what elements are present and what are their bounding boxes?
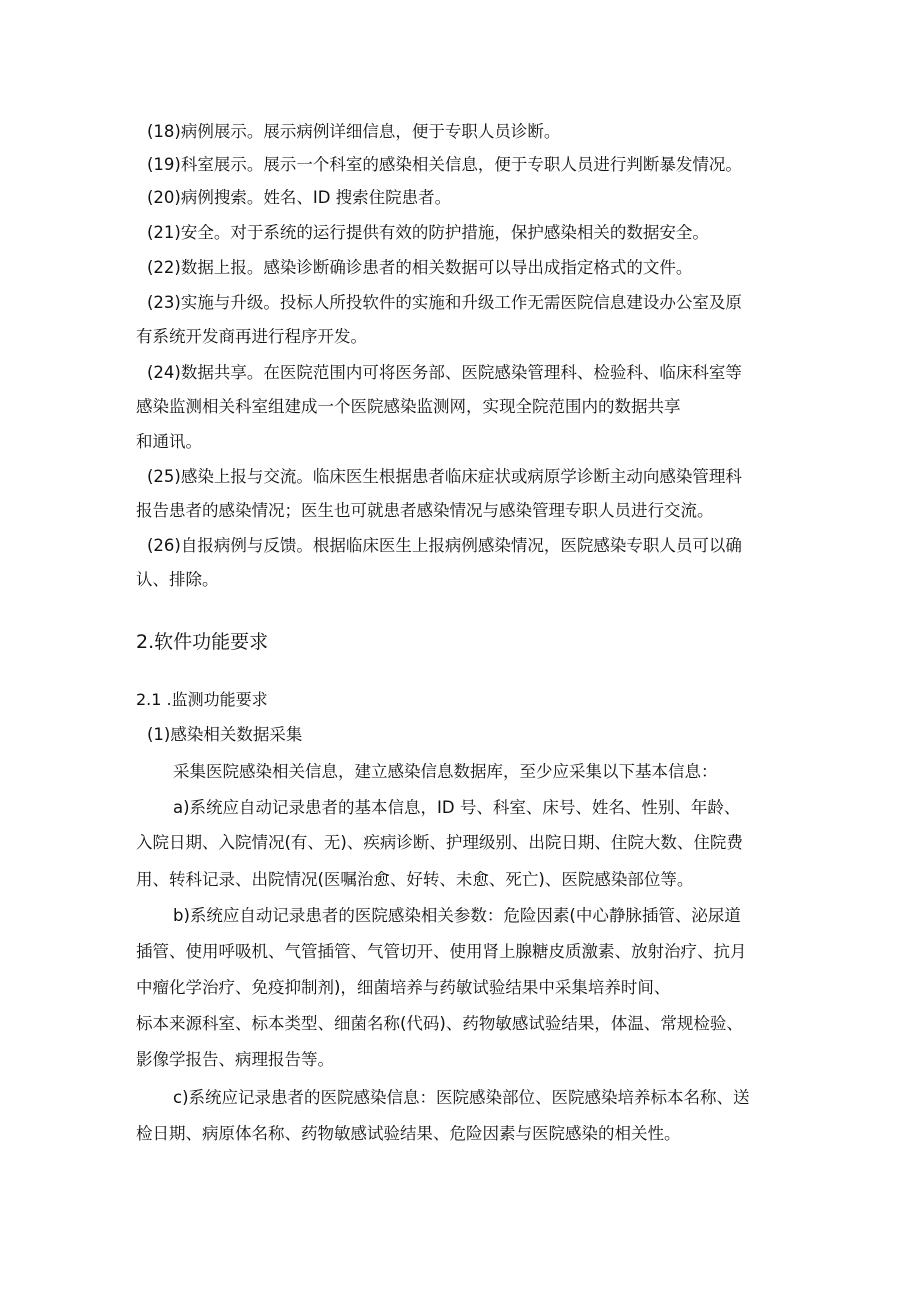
- item-24-line-3: 和通讯。: [136, 432, 202, 451]
- item-21: (21)安全。对于系统的运行提供有效的防护措施，保护感染相关的数据安全。: [147, 223, 709, 242]
- item-23-line-1: (23)实施与升级。投标人所投软件的实施和升级工作无需医院信息建设办公室及原: [147, 293, 742, 312]
- item-25-line-1: (25)感染上报与交流。临床医生根据患者临床症状或病原学诊断主动向感染管理科: [147, 467, 742, 486]
- para-b-line-5: 影像学报告、病理报告等。: [136, 1050, 334, 1069]
- section-2-heading: 2.软件功能要求: [136, 631, 269, 653]
- item-20: (20)病例搜索。姓名、ID 搜索住院患者。: [147, 188, 452, 207]
- item-24-line-2: 感染监测相关科室组建成一个医院感染监测网，实现全院范围内的数据共享: [136, 397, 681, 416]
- item-25-line-2: 报告患者的感染情况；医生也可就患者感染情况与感染管理专职人员进行交流。: [136, 501, 714, 520]
- para-a-line-2: 入院日期、入院情况(有、无)、疾病诊断、护理级别、出院日期、住院大数、住院费: [136, 833, 743, 852]
- item-22: (22)数据上报。感染诊断确诊患者的相关数据可以导出成指定格式的文件。: [147, 258, 693, 277]
- para-b-line-1: b)系统应自动记录患者的医院感染相关参数：危险因素(中心静脉插管、泌尿道: [173, 906, 741, 925]
- subsection-1-intro: 采集医院感染相关信息，建立感染信息数据库，至少应采集以下基本信息：: [173, 762, 718, 781]
- item-23-line-2: 有系统开发商再进行程序开发。: [136, 327, 367, 346]
- item-24-line-1: (24)数据共享。在医院范围内可将医务部、医院感染管理科、检验科、临床科室等: [147, 363, 742, 382]
- para-a-line-1: a)系统应自动记录患者的基本信息，ID 号、科室、床号、姓名、性别、年龄、: [173, 798, 741, 817]
- para-b-line-2: 插管、使用呼吸机、气管插管、气管切开、使用肾上腺糖皮质激素、放射治疗、抗月: [136, 942, 747, 961]
- item-19: (19)科室展示。展示一个科室的感染相关信息，便于专职人员进行判断暴发情况。: [147, 155, 742, 174]
- item-18: (18)病例展示。展示病例详细信息，便于专职人员诊断。: [147, 122, 561, 141]
- para-c-line-2: 检日期、病原体名称、药物敏感试验结果、危险因素与医院感染的相关性。: [136, 1124, 681, 1143]
- para-b-line-3: 中瘤化学治疗、免疫抑制剂)，细菌培养与药敏试验结果中采集培养时间、: [136, 978, 671, 997]
- item-26-line-1: (26)自报病例与反馈。根据临床医生上报病例感染情况，医院感染专职人员可以确: [147, 536, 742, 555]
- item-26-line-2: 认、排除。: [136, 570, 219, 589]
- para-b-line-4: 标本来源科室、标本类型、细菌名称(代码)、药物敏感试验结果，体温、常规检验、: [136, 1014, 743, 1033]
- section-2-1-heading: 2.1 .监测功能要求: [136, 690, 268, 709]
- subsection-1-heading: (1)感染相关数据采集: [147, 725, 303, 744]
- para-a-line-3: 用、转科记录、出院情况(医嘱治愈、好转、未愈、死亡)、医院感染部位等。: [136, 870, 694, 889]
- para-c-line-1: c)系统应记录患者的医院感染信息：医院感染部位、医院感染培养标本名称、送: [173, 1088, 750, 1107]
